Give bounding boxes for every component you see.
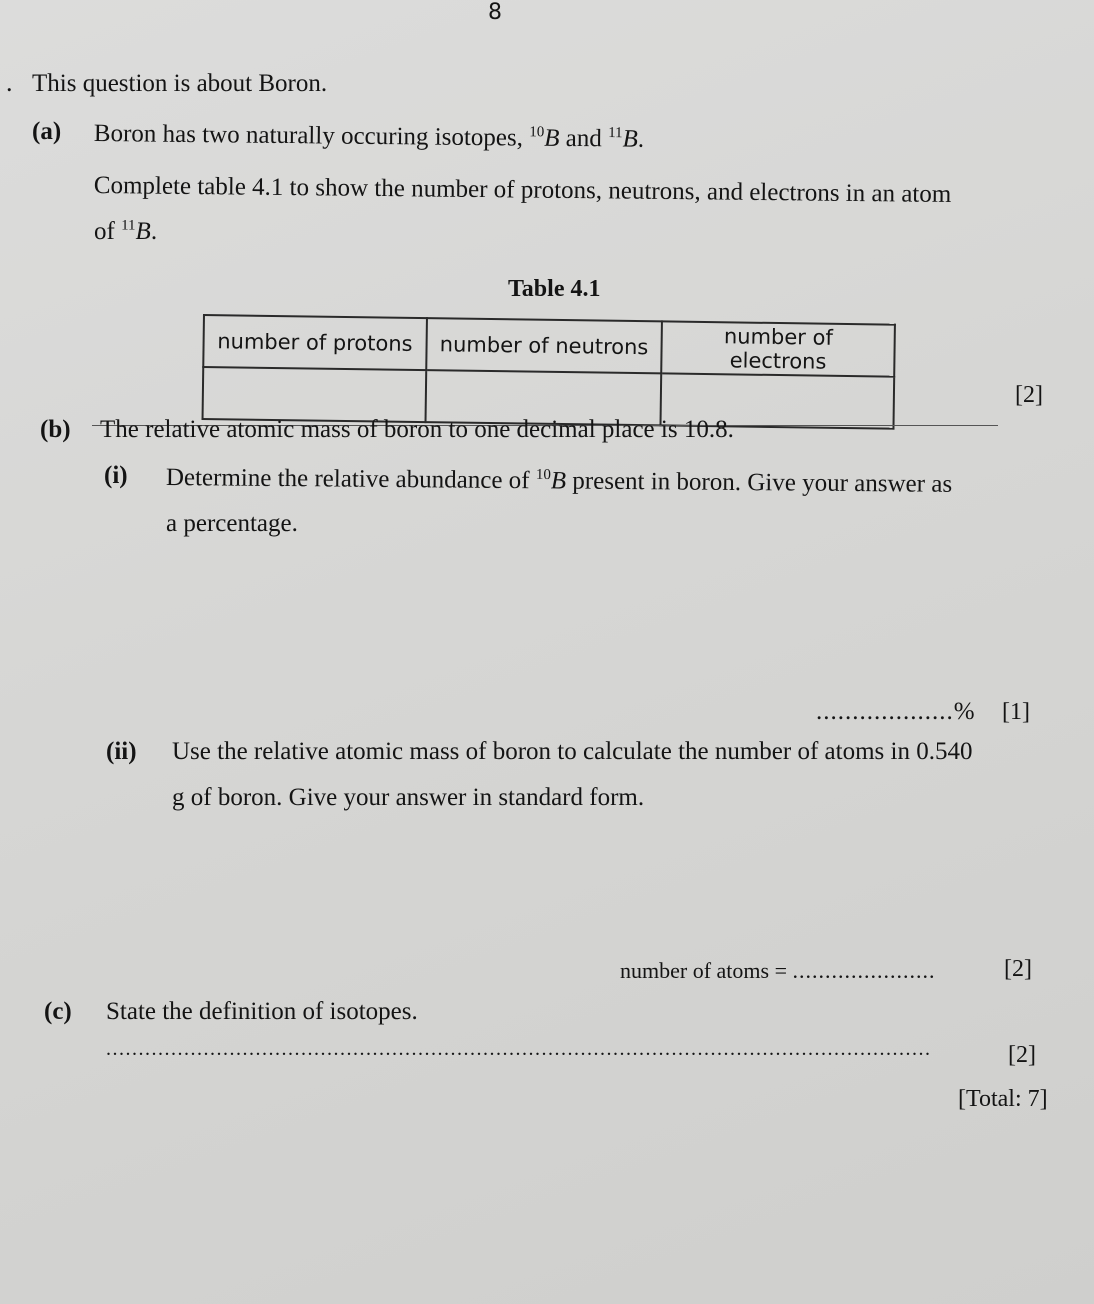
protons-answer-cell[interactable]	[203, 367, 426, 422]
isotope-symbol-b: B	[550, 467, 567, 495]
part-b-i-label: (i)	[104, 462, 128, 489]
part-c-text: State the definition of isotopes.	[106, 998, 418, 1025]
isotope-1-mass: 10	[529, 124, 545, 141]
header-electrons: number of electrons	[662, 321, 895, 376]
isotope-1-symbol: B	[544, 124, 560, 152]
question-bullet: .	[6, 68, 13, 97]
part-c-label: (c)	[44, 998, 72, 1025]
part-b-i-line1	[166, 464, 952, 499]
part-b-i-text-end: present in boron. Give your answer as	[565, 467, 953, 498]
atoms-answer-dots: ......................	[792, 958, 936, 983]
part-a-line1	[94, 120, 644, 154]
part-c-marks: [2]	[1008, 1042, 1036, 1068]
table-header-row	[203, 315, 895, 377]
part-b-ii-answer[interactable]	[620, 958, 936, 984]
part-b-ii-marks: [2]	[1004, 956, 1032, 982]
isotope-table	[202, 314, 896, 430]
part-b-label: (b)	[40, 416, 71, 443]
part-b-text: The relative atomic mass of boron to one decimal place is 10.8.	[100, 416, 734, 443]
isotope-mass: 11	[121, 217, 136, 234]
isotope-symbol: B	[135, 218, 151, 245]
total-marks: [Total: 7]	[958, 1086, 1048, 1112]
isotope-mass-b: 10	[535, 466, 551, 484]
part-c-answer-line[interactable]: ...............................................................................................................................	[106, 1038, 932, 1060]
part-b-i-answer[interactable]	[816, 698, 975, 726]
part-b-i-text: Determine the relative abundance of	[165, 464, 536, 495]
part-b-i-line2: a percentage.	[166, 510, 298, 537]
part-a-line3-text: of	[94, 218, 122, 245]
part-b-i-marks: [1]	[1002, 699, 1030, 725]
part-a-line1-text: Boron has two naturally occuring isotopes,	[93, 120, 530, 152]
part-a-line3	[94, 218, 157, 246]
part-b-ii-line2: g of boron. Give your answer in standard form.	[172, 784, 645, 811]
part-a-line3-end: .	[150, 218, 158, 245]
part-b-ii-line1: Use the relative atomic mass of boron to calculate the number of atoms in 0.540	[172, 738, 973, 765]
atoms-answer-label: number of atoms =	[620, 958, 793, 983]
part-b-ii-label: (ii)	[106, 738, 137, 765]
part-a-line2: Complete table 4.1 to show the number of protons, neutrons, and electrons in an atom	[93, 172, 952, 208]
header-protons: number of protons	[203, 315, 426, 370]
part-a-line1-end: .	[637, 125, 645, 153]
part-a-label: (a)	[32, 118, 62, 145]
isotope-2-symbol: B	[622, 125, 638, 153]
question-intro: This question is about Boron.	[32, 70, 328, 97]
table-caption: Table 4.1	[508, 276, 601, 302]
table-marks: [2]	[1015, 382, 1043, 408]
percent-unit: %	[953, 698, 975, 725]
isotope-2-mass: 11	[608, 125, 623, 142]
and-word: and	[559, 124, 609, 153]
page-number: 8	[488, 0, 502, 25]
header-neutrons: number of neutrons	[426, 318, 662, 373]
answer-dots: ...................	[816, 698, 954, 725]
